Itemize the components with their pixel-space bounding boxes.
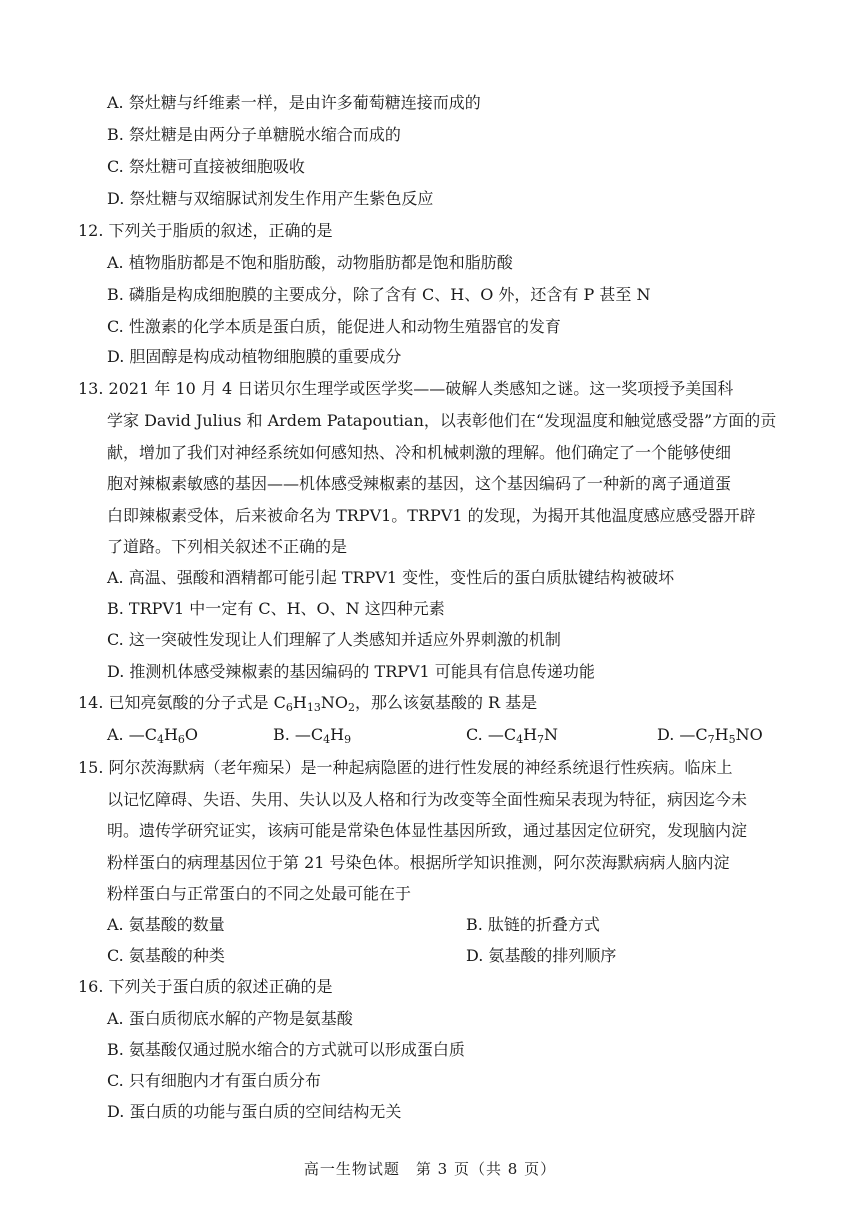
q13-option-b: B. TRPV1 中一定有 C、H、O、N 这四种元素: [107, 599, 445, 618]
q14-option-d: D. $—C_7H_5NO$: [657, 725, 763, 746]
page-footer: 高一生物试题 第 3 页（共 8 页）: [303, 1160, 557, 1178]
q11-option-c: C. 祭灶糖可直接被细胞吸收: [107, 157, 305, 176]
q13-stem-line: 学家 David Julius 和 Ardem Patapoutian，以表彰他们在“发现温度和触觉感受器”方面的贡: [107, 411, 777, 430]
q13-stem-line: 白即辣椒素受体，后来被命名为 TRPV1。TRPV1 的发现，为揭开其他温度感应感受器开辟: [107, 506, 756, 525]
q14-option-c: C. $—C_4H_7N$: [466, 725, 559, 746]
q11-option-b: B. 祭灶糖是由两分子单糖脱水缩合而成的: [107, 125, 401, 144]
q11-option-d: D. 祭灶糖与双缩脲试剂发生作用产生紫色反应: [107, 189, 434, 208]
q16-option-d: D. 蛋白质的功能与蛋白质的空间结构无关: [107, 1102, 402, 1121]
q13-option-a: A. 高温、强酸和酒精都可能引起 TRPV1 变性，变性后的蛋白质肽键结构被破坏: [107, 568, 675, 587]
q15-option-a: A. 氨基酸的数量: [107, 915, 225, 934]
q16-option-c: C. 只有细胞内才有蛋白质分布: [107, 1071, 321, 1090]
q16-option-a: A. 蛋白质彻底水解的产物是氨基酸: [107, 1009, 353, 1028]
q15-stem-line: 粉样蛋白的病理基因位于第 21 号染色体。根据所学知识推测，阿尔茨海默病病人脑内淀: [107, 853, 730, 872]
q12-stem: 12. 下列关于脂质的叙述，正确的是: [78, 221, 333, 240]
q13-option-c: C. 这一突破性发现让人们理解了人类感知并适应外界刺激的机制: [107, 630, 561, 649]
q13-option-d: D. 推测机体感受辣椒素的基因编码的 TRPV1 可能具有信息传递功能: [107, 662, 595, 681]
q12-option-c: C. 性激素的化学本质是蛋白质，能促进人和动物生殖器官的发育: [107, 317, 561, 336]
q12-option-d: D. 胆固醇是构成动植物细胞膜的重要成分: [107, 347, 402, 366]
q16-stem: 16. 下列关于蛋白质的叙述正确的是: [78, 977, 333, 996]
q15-option-d: D. 氨基酸的排列顺序: [466, 946, 617, 965]
q14-option-a: A. $—C_4H_6O$: [107, 725, 199, 746]
q16-option-b: B. 氨基酸仅通过脱水缩合的方式就可以形成蛋白质: [107, 1040, 465, 1059]
q15-stem-line: 明。遗传学研究证实，该病可能是常染色体显性基因所致，通过基因定位研究，发现脑内淀: [107, 821, 748, 840]
q13-stem-line: 了道路。下列相关叙述不正确的是: [107, 537, 348, 556]
q15-stem-line: 粉样蛋白与正常蛋白的不同之处最可能在于: [107, 884, 412, 903]
q15-stem-line: 以记忆障碍、失语、失用、失认以及人格和行为改变等全面性痴呆表现为特征，病因迄今未: [107, 790, 748, 809]
q13-stem-line: 献，增加了我们对神经系统如何感知热、冷和机械刺激的理解。他们确定了一个能够使细: [107, 443, 732, 462]
q15-option-b: B. 肽链的折叠方式: [466, 915, 600, 934]
q12-option-a: A. 植物脂肪都是不饱和脂肪酸，动物脂肪都是饱和脂肪酸: [107, 253, 513, 272]
q15-stem-line: 15. 阿尔茨海默病（老年痴呆）是一种起病隐匿的进行性发展的神经系统退行性疾病。临床上: [78, 758, 733, 777]
q14-option-b: B. $—C_4H_9$: [273, 725, 352, 746]
q12-option-b: B. 磷脂是构成细胞膜的主要成分，除了含有 C、H、O 外，还含有 P 甚至 N: [107, 285, 651, 304]
q13-stem-line: 13. 2021 年 10 月 4 日诺贝尔生理学或医学奖——破解人类感知之谜。这一奖项授予美国科: [78, 379, 734, 398]
q13-stem-line: 胞对辣椒素敏感的基因——机体感受辣椒素的基因，这个基因编码了一种新的离子通道蛋: [107, 474, 732, 493]
q11-option-a: A. 祭灶糖与纤维素一样，是由许多葡萄糖连接而成的: [107, 93, 481, 112]
q14-stem: 14. 已知亮氨酸的分子式是 $C_6H_{13}NO_2$，那么该氨基酸的 R 基是: [78, 693, 538, 714]
q15-option-c: C. 氨基酸的种类: [107, 946, 225, 965]
